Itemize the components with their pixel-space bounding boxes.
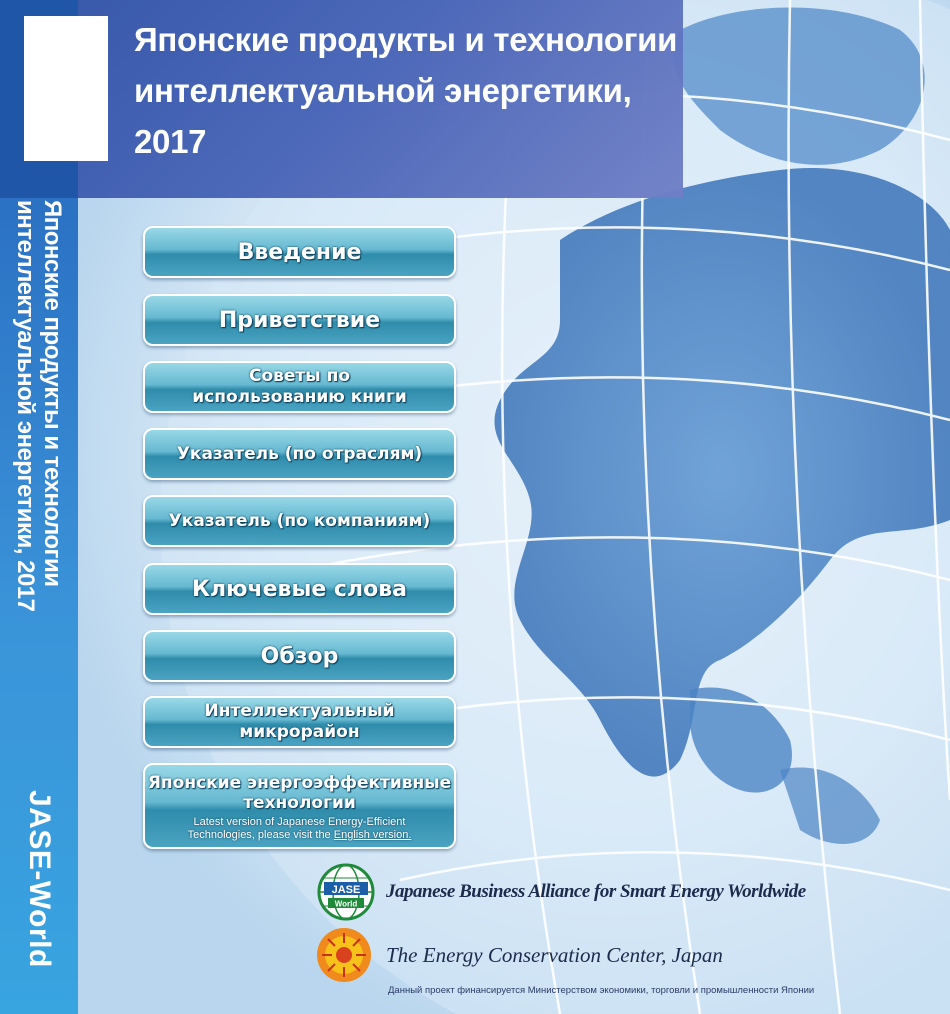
spine-title-container <box>0 200 78 720</box>
menu-button-keywords[interactable] <box>143 563 456 615</box>
spine-title: Японские продукты и технологии интеллектуальной энергетики, 2017 <box>12 200 66 612</box>
note-line-1: Latest version of Japanese Energy-Efficient <box>193 815 406 828</box>
menu-button-usage-tips[interactable] <box>143 361 456 413</box>
note-line-2 <box>188 829 412 842</box>
eccj-logo-text: The Energy Conservation Center, Japan <box>386 942 723 967</box>
spine-brand: JASE-World <box>23 790 56 968</box>
jase-logo-row <box>316 862 916 922</box>
menu-button-label: Обзор <box>260 643 339 669</box>
english-version-note <box>188 816 412 842</box>
menu-button-index-company[interactable] <box>143 495 456 547</box>
menu-button-label: Советы по использованию книги <box>192 366 407 407</box>
eccj-logo-row <box>316 927 916 983</box>
menu-button-index-industry[interactable] <box>143 428 456 480</box>
menu-button-label: Японские энергоэффективные технологии <box>147 772 452 813</box>
menu-button-label: Приветствие <box>218 307 381 333</box>
menu-button-smart-community[interactable] <box>143 696 456 748</box>
menu-button-label: Указатель (по отраслям) <box>176 444 423 464</box>
menu-button-label: Ключевые слова <box>192 576 407 602</box>
menu-button-label: Интеллектуальный микрорайон <box>204 701 395 742</box>
note-line-2-text: Technologies, please visit the <box>187 828 334 841</box>
page-title: Японские продукты и технологии интеллектуальной энергетики, 2017 <box>134 21 678 160</box>
jase-logo-text: Japanese Business Alliance for Smart Energy Worldwide <box>386 881 806 902</box>
jase-world-logo-icon <box>316 862 376 922</box>
menu-button-greeting[interactable] <box>143 294 456 346</box>
menu-button-label: Указатель (по компаниям) <box>168 511 431 531</box>
jase-badge-sub-text: World <box>334 899 358 909</box>
spine-brand-container <box>0 790 78 1010</box>
funding-notice: Данный проект финансируется Министерством экономики, торговли и промышленности Японии <box>388 985 815 996</box>
menu-button-label: Введение <box>237 239 362 265</box>
menu-button-energy-efficient-tech[interactable] <box>143 763 456 849</box>
menu-button-introduction[interactable] <box>143 226 456 278</box>
menu-button-overview[interactable] <box>143 630 456 682</box>
english-version-link[interactable]: English version. <box>333 828 412 841</box>
eccj-sun-logo-icon <box>316 927 372 983</box>
jase-badge-text: JASE <box>331 884 361 896</box>
white-block <box>24 16 108 161</box>
